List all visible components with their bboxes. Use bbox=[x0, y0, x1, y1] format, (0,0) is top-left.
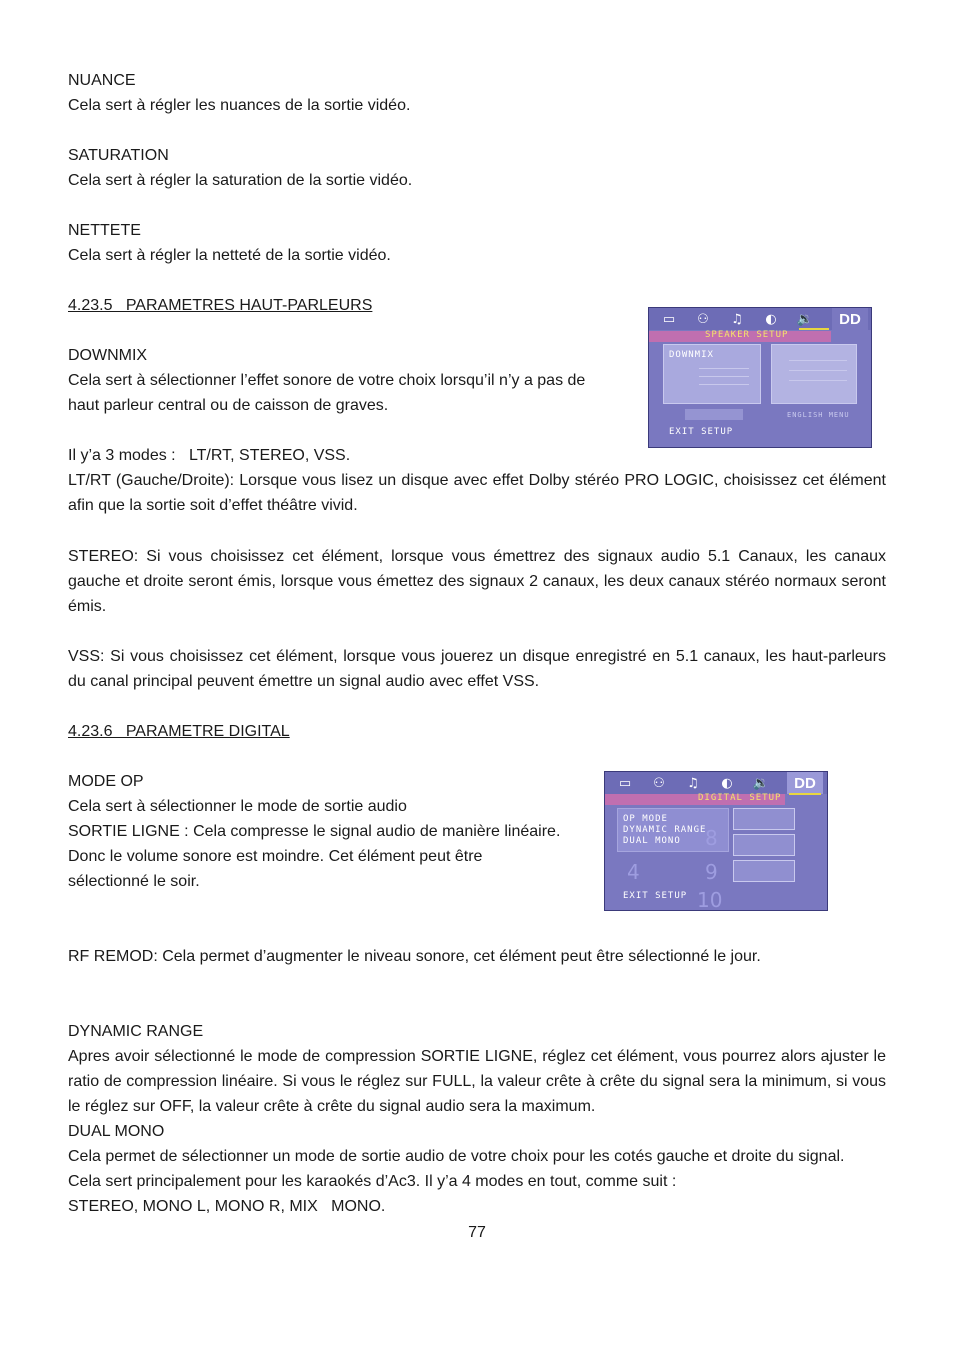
stereo-paragraph: STEREO: Si vous choisissez cet élément, lorsque vous émettrez des signaux audio 5.1 Canaux, les canaux gauche et droite seront émis, lorsque vous émettez des signaux 2 canaux, les deux canaux stéréo normaux seront émis. bbox=[68, 548, 886, 615]
osd-thumb bbox=[733, 860, 795, 882]
osd-line bbox=[789, 370, 847, 371]
osd-menu-title: SPEAKER SETUP bbox=[705, 330, 789, 340]
osd-ghost-number: 10 bbox=[697, 888, 723, 911]
monitor-icon: ▭ bbox=[662, 311, 676, 327]
osd-faint-button bbox=[685, 409, 743, 420]
dualmono-title: DUAL MONO bbox=[68, 1123, 165, 1140]
osd-dd-tab: DD bbox=[832, 308, 868, 330]
nuance-text: Cela sert à régler les nuances de la sortie vidéo. bbox=[68, 97, 411, 114]
osd-menu-items: OP MODE DYNAMIC RANGE DUAL MONO bbox=[623, 814, 707, 846]
nettete-title: NETTETE bbox=[68, 222, 141, 239]
dynrange-title: DYNAMIC RANGE bbox=[68, 1023, 204, 1040]
speaker-icon: 🔉 bbox=[796, 311, 814, 327]
osd-icon-row bbox=[611, 774, 775, 792]
osd-line bbox=[789, 360, 847, 361]
osd-selected-underline bbox=[789, 793, 821, 795]
osd-thumb bbox=[733, 808, 795, 830]
nuance-title: NUANCE bbox=[68, 72, 136, 89]
osd-selected-underline bbox=[799, 328, 829, 330]
modeop-text-2: SORTIE LIGNE : Cela compresse le signal audio de manière linéaire. bbox=[68, 823, 561, 840]
modeop-text-3: Donc le volume sonore est moindre. Cet élément peut être bbox=[68, 848, 483, 865]
osd-exit-setup: EXIT SETUP bbox=[623, 891, 688, 901]
monitor-icon: ▭ bbox=[618, 775, 632, 791]
section-heading-digital: 4.23.6 PARAMETRE DIGITAL bbox=[68, 723, 290, 740]
nettete-text: Cela sert à régler la netteté de la sortie vidéo. bbox=[68, 247, 391, 264]
modes-line: Il y’a 3 modes : LT/RT, STEREO, VSS. bbox=[68, 447, 351, 464]
vss-paragraph: VSS: Si vous choisissez cet élément, lorsque vous jouerez un disque enregistré en 5.1 canaux, les haut-parleurs du canal principal peuvent émettre un signal audio avec effet VSS. bbox=[68, 648, 886, 690]
speaker-setup-screenshot bbox=[648, 307, 872, 448]
osd-line bbox=[699, 368, 749, 369]
osd-line bbox=[699, 384, 749, 385]
osd-dd-tab: DD bbox=[787, 772, 823, 794]
modeop-text-4: sélectionné le soir. bbox=[68, 873, 200, 890]
rfremod-paragraph: RF REMOD: Cela permet d’augmenter le niveau sonore, cet élément peut être sélectionné le jour. bbox=[68, 948, 761, 965]
page-number: 77 bbox=[468, 1224, 486, 1241]
osd-item-downmix: DOWNMIX bbox=[669, 350, 714, 360]
osd-icon-row bbox=[655, 310, 819, 328]
osd-line bbox=[699, 376, 749, 377]
saturation-title: SATURATION bbox=[68, 147, 169, 164]
modeop-title: MODE OP bbox=[68, 773, 144, 790]
osd-ghost-number: 4 bbox=[627, 860, 640, 884]
dualmono-text-1: Cela permet de sélectionner un mode de sortie audio de votre choix pour les cotés gauche et droite du signal. bbox=[68, 1148, 845, 1165]
osd-thumb bbox=[733, 834, 795, 856]
osd-ghost-number: 8 bbox=[705, 826, 718, 850]
dualmono-text-3: STEREO, MONO L, MONO R, MIX MONO. bbox=[68, 1198, 386, 1215]
section-heading-speaker: 4.23.5 PARAMETRES HAUT-PARLEURS bbox=[68, 297, 373, 314]
disc-icon: ◐ bbox=[721, 775, 733, 791]
osd-small-label: ENGLISH MENU bbox=[787, 411, 850, 419]
disc-icon: ◐ bbox=[765, 311, 777, 327]
osd-menu-title: DIGITAL SETUP bbox=[698, 793, 782, 803]
speaker-icon: 🔉 bbox=[752, 775, 770, 791]
music-icon: ♫ bbox=[687, 775, 699, 791]
network-icon: ⚇ bbox=[697, 311, 709, 327]
modeop-text-1: Cela sert à sélectionner le mode de sortie audio bbox=[68, 798, 407, 815]
dualmono-text-2: Cela sert principalement pour les karaokés d’Ac3. Il y’a 4 modes en tout, comme suit : bbox=[68, 1173, 677, 1190]
downmix-text-1: Cela sert à sélectionner l’effet sonore de votre choix lorsqu’il n’y a pas de bbox=[68, 372, 586, 389]
osd-ghost-number: 9 bbox=[705, 860, 718, 884]
digital-setup-screenshot bbox=[604, 771, 828, 911]
dynrange-paragraph: Apres avoir sélectionné le mode de compression SORTIE LIGNE, réglez cet élément, vous pourrez alors ajuster le ratio de compression linéaire. Si vous le réglez sur FULL, la valeur crête à crête du signal sera la minimum, si vous le réglez sur OFF, la valeur crête à crête du signal audio sera la maximum. bbox=[68, 1048, 886, 1115]
ltrt-paragraph: LT/RT (Gauche/Droite): Lorsque vous lisez un disque avec effet Dolby stéréo PRO LOGIC, choisissez cet élément afin que la sortie soit d’effet théâtre vivid. bbox=[68, 472, 886, 514]
osd-right-panel bbox=[771, 344, 857, 404]
osd-line bbox=[789, 380, 847, 381]
downmix-title: DOWNMIX bbox=[68, 347, 148, 364]
music-icon: ♫ bbox=[731, 311, 743, 327]
network-icon: ⚇ bbox=[653, 775, 665, 791]
downmix-text-2: haut parleur central ou de caisson de graves. bbox=[68, 397, 389, 414]
osd-exit-setup: EXIT SETUP bbox=[669, 427, 734, 437]
saturation-text: Cela sert à régler la saturation de la sortie vidéo. bbox=[68, 172, 413, 189]
